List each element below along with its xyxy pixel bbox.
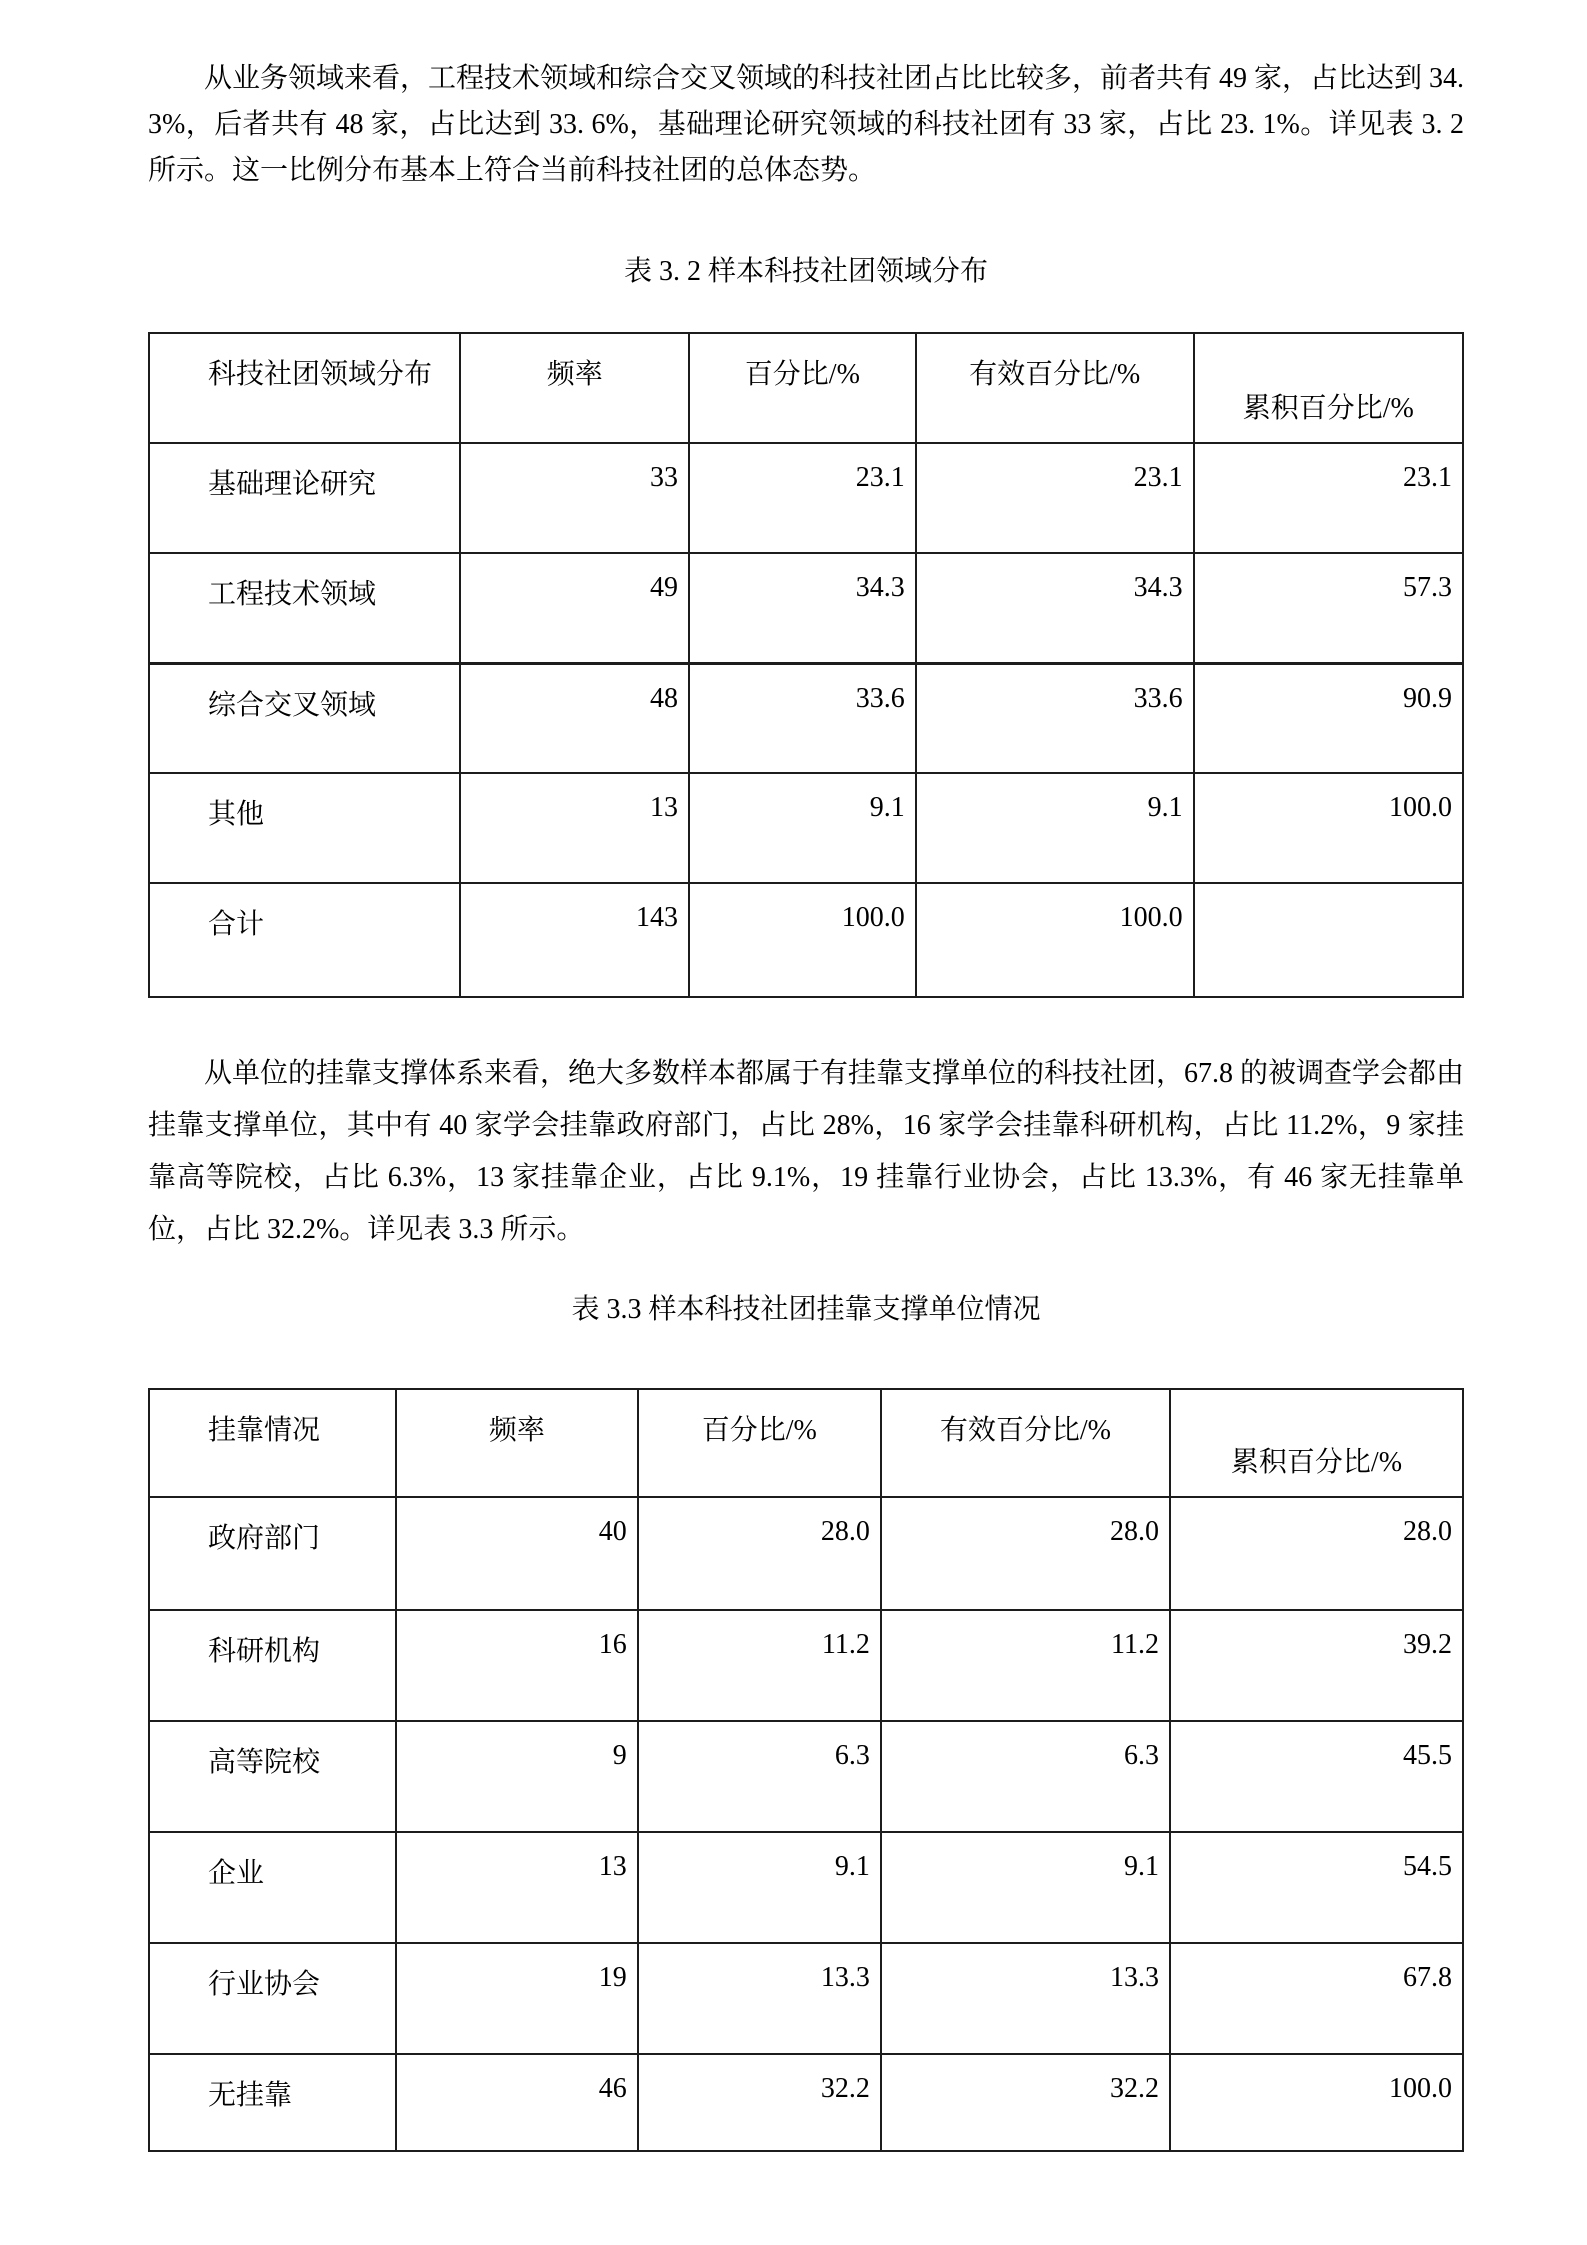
cell-valid-percent: 34.3 — [916, 553, 1194, 663]
cell-category: 企业 — [149, 1832, 396, 1943]
cell-frequency: 19 — [396, 1943, 638, 2054]
cell-cumulative-percent: 45.5 — [1170, 1721, 1463, 1832]
table-3-2-caption: 表 3. 2 样本科技社团领域分布 — [623, 256, 988, 287]
cell-valid-percent: 32.2 — [881, 2054, 1170, 2151]
header-percent: 百分比/% — [638, 1389, 881, 1497]
header-cumulative-percent: 累积百分比/% — [1194, 333, 1463, 443]
cell-cumulative-percent: 57.3 — [1194, 553, 1463, 663]
cell-valid-percent: 13.3 — [881, 1943, 1170, 2054]
cell-category: 其他 — [149, 773, 460, 883]
cell-valid-percent: 9.1 — [881, 1832, 1170, 1943]
table-row — [149, 2054, 1463, 2151]
table-header-row — [149, 1389, 1463, 1497]
cell-cumulative-percent: 39.2 — [1170, 1610, 1463, 1721]
cell-cumulative-percent: 100.0 — [1170, 2054, 1463, 2151]
cell-cumulative-percent: 90.9 — [1194, 663, 1463, 773]
header-frequency: 频率 — [460, 333, 689, 443]
cell-category: 无挂靠 — [149, 2054, 396, 2151]
header-field-distribution: 科技社团领域分布 — [149, 333, 460, 443]
table-3-3-affiliation-support — [148, 1388, 1464, 2152]
cell-percent: 6.3 — [638, 1721, 881, 1832]
cell-percent: 28.0 — [638, 1497, 881, 1610]
cell-frequency: 13 — [460, 773, 689, 883]
cell-cumulative-percent: 67.8 — [1170, 1943, 1463, 2054]
cell-percent: 32.2 — [638, 2054, 881, 2151]
cell-frequency: 9 — [396, 1721, 638, 1832]
header-affiliation-status: 挂靠情况 — [149, 1389, 396, 1497]
cell-frequency: 48 — [460, 663, 689, 773]
cell-category: 高等院校 — [149, 1721, 396, 1832]
cell-category: 基础理论研究 — [149, 443, 460, 553]
cell-frequency: 16 — [396, 1610, 638, 1721]
cell-valid-percent: 9.1 — [916, 773, 1194, 883]
cell-frequency: 143 — [460, 883, 689, 997]
cell-category: 行业协会 — [149, 1943, 396, 2054]
paragraph-affiliation-support: 从单位的挂靠支撑体系来看，绝大多数样本都属于有挂靠支撑单位的科技社团，67.8 的被调查学会都由挂靠支撑单位，其中有 40 家学会挂靠政府部门，占比 28%，16 家学会挂靠科研机构，占比 11.2%，9 家挂靠高等院校，占比 6.3%，13 家挂靠企业，占比 9.1%，19 挂靠行业协会，占比 13.3%，有 46 家无挂靠单位，占比 32.2%。详见表 3.3 所示。 — [148, 1058, 1465, 1245]
cell-cumulative-percent: 54.5 — [1170, 1832, 1463, 1943]
cell-valid-percent: 33.6 — [916, 663, 1194, 773]
cell-frequency: 40 — [396, 1497, 638, 1610]
table-row — [149, 1943, 1463, 2054]
cell-percent: 9.1 — [638, 1832, 881, 1943]
header-percent: 百分比/% — [689, 333, 916, 443]
cell-percent: 33.6 — [689, 663, 916, 773]
table-row — [149, 443, 1463, 553]
cell-category: 综合交叉领域 — [149, 663, 460, 773]
table-row — [149, 1610, 1463, 1721]
cell-category: 政府部门 — [149, 1497, 396, 1610]
table-header-row — [149, 333, 1463, 443]
cell-valid-percent: 11.2 — [881, 1610, 1170, 1721]
table-3-3-caption: 表 3.3 样本科技社团挂靠支撑单位情况 — [571, 1294, 1041, 1325]
cell-category: 合计 — [149, 883, 460, 997]
header-valid-percent: 有效百分比/% — [881, 1389, 1170, 1497]
table-row — [149, 553, 1463, 663]
table-row — [149, 1497, 1463, 1610]
cell-percent: 100.0 — [689, 883, 916, 997]
cell-frequency: 49 — [460, 553, 689, 663]
paragraph-field-distribution: 从业务领域来看，工程技术领域和综合交叉领域的科技社团占比比较多，前者共有 49 家，占比达到 34. 3%，后者共有 48 家，占比达到 33. 6%，基础理论研究领域的科技社团有 33 家，占比 23. 1%。详见表 3. 2 所示。这一比例分布基本上符合当前科技社团的总体态势。 — [148, 63, 1465, 186]
cell-frequency: 13 — [396, 1832, 638, 1943]
cell-cumulative-percent — [1194, 883, 1463, 997]
table-row — [149, 663, 1463, 773]
cell-percent: 11.2 — [638, 1610, 881, 1721]
cell-valid-percent: 100.0 — [916, 883, 1194, 997]
header-cumulative-percent: 累积百分比/% — [1170, 1389, 1463, 1497]
cell-cumulative-percent: 28.0 — [1170, 1497, 1463, 1610]
cell-percent: 23.1 — [689, 443, 916, 553]
header-frequency: 频率 — [396, 1389, 638, 1497]
table-row — [149, 1832, 1463, 1943]
cell-frequency: 33 — [460, 443, 689, 553]
cell-percent: 34.3 — [689, 553, 916, 663]
table-3-2-field-distribution — [148, 332, 1464, 998]
header-valid-percent: 有效百分比/% — [916, 333, 1194, 443]
table-row — [149, 773, 1463, 883]
cell-category: 科研机构 — [149, 1610, 396, 1721]
cell-percent: 13.3 — [638, 1943, 881, 2054]
cell-cumulative-percent: 23.1 — [1194, 443, 1463, 553]
table-row — [149, 1721, 1463, 1832]
cell-valid-percent: 6.3 — [881, 1721, 1170, 1832]
cell-percent: 9.1 — [689, 773, 916, 883]
cell-frequency: 46 — [396, 2054, 638, 2151]
cell-valid-percent: 28.0 — [881, 1497, 1170, 1610]
cell-category: 工程技术领域 — [149, 553, 460, 663]
table-row — [149, 883, 1463, 997]
cell-cumulative-percent: 100.0 — [1194, 773, 1463, 883]
cell-valid-percent: 23.1 — [916, 443, 1194, 553]
